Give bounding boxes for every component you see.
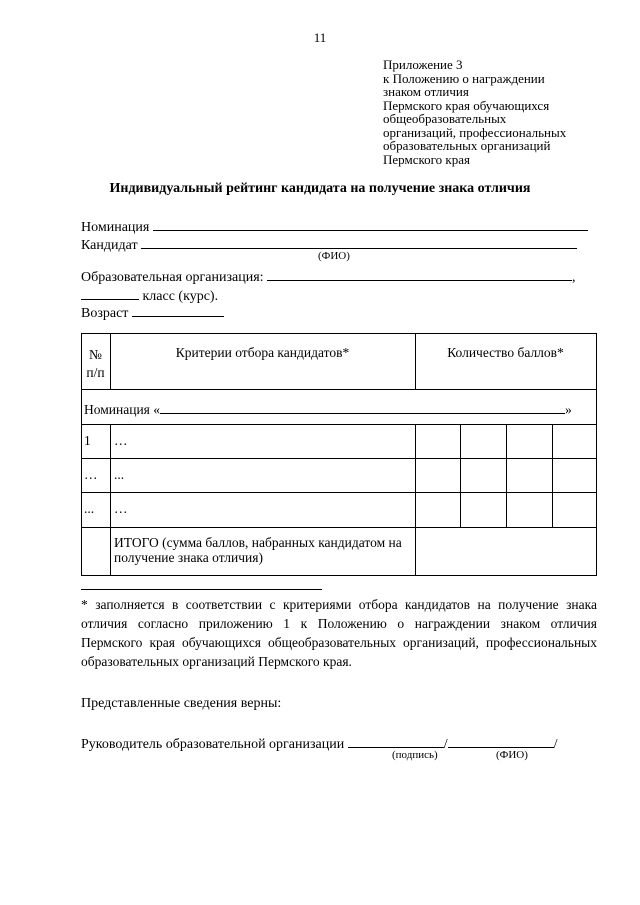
org-label: Образовательная организация:	[81, 270, 264, 285]
appendix-line: Пермского края	[383, 151, 470, 167]
table-rule	[81, 424, 597, 425]
appendix-line: общеобразовательных	[383, 111, 507, 126]
fio-line[interactable]	[448, 733, 554, 748]
table-border-bottom	[81, 575, 597, 576]
candidate-label: Кандидат	[81, 238, 138, 253]
nomination-field	[81, 216, 588, 236]
table-col-rule	[460, 424, 461, 527]
signature-line[interactable]	[348, 733, 444, 748]
footnote: * заполняется в соответствии с критериями отбора кандидатов на получение знака отличия согласно приложению 1 к Положению о награждении знаком отличия Пермского края обучающихся общеобразовательных организаций, профессиональных образовательных организаций Пермского края.	[81, 597, 597, 669]
appendix-line: Пермского края обучающихся	[383, 97, 550, 113]
row-num: ...	[84, 501, 95, 516]
table-rule	[81, 527, 597, 528]
table-col-rule	[110, 424, 111, 575]
age-field	[81, 302, 224, 322]
row-num: …	[84, 467, 98, 482]
col-points-header: Количество баллов*	[447, 345, 564, 360]
class-label: класс (курс).	[142, 289, 219, 304]
table-col-rule	[110, 333, 111, 389]
document-title: Индивидуальный рейтинг кандидата на получение знака отличия	[109, 181, 531, 196]
table-col-rule	[415, 333, 416, 389]
appendix-line: знаком отличия	[383, 84, 469, 99]
nomination-row-suffix: »	[565, 402, 572, 417]
table-rule	[81, 389, 597, 390]
org-suffix: ,	[572, 270, 576, 285]
row-criteria: …	[114, 501, 128, 516]
col-num-header	[81, 347, 110, 380]
class-line[interactable]	[81, 285, 139, 300]
nomination-line[interactable]	[153, 216, 588, 231]
signature-end-separator: /	[553, 737, 558, 752]
col-num-header-line: №	[89, 347, 102, 362]
row-num: 1	[84, 433, 91, 448]
candidate-line[interactable]	[141, 234, 577, 249]
org-line[interactable]	[267, 266, 572, 281]
table-col-rule	[415, 424, 416, 575]
org-field	[81, 266, 576, 286]
confirm-text: Представленные сведения верны:	[81, 696, 282, 711]
nomination-label: Номинация	[81, 220, 150, 235]
signature-fio-hint: (ФИО)	[496, 749, 528, 761]
appendix-line: образовательных организаций	[383, 138, 551, 153]
appendix-line: к Положению о награждении	[383, 70, 545, 86]
table-rule	[81, 458, 597, 459]
nomination-row-line[interactable]	[160, 399, 565, 414]
fio-hint: (ФИО)	[318, 250, 350, 262]
appendix-line: организаций, профессиональных	[383, 124, 567, 140]
col-criteria-header: Критерии отбора кандидатов*	[175, 345, 350, 360]
nomination-row-prefix: Номинация «	[84, 402, 161, 417]
table-border-top	[81, 333, 597, 334]
appendix-block	[383, 58, 633, 166]
rating-table	[81, 333, 597, 576]
sign-hint: (подпись)	[392, 749, 438, 761]
table-col-rule	[552, 424, 553, 527]
nomination-row	[84, 399, 572, 417]
signature-separator: /	[443, 737, 448, 752]
age-line[interactable]	[132, 302, 224, 317]
age-label: Возраст	[81, 306, 129, 321]
col-num-header-line: п/п	[86, 365, 105, 380]
signature-field	[81, 733, 558, 753]
total-label: ИТОГО (сумма баллов, набранных кандидатом на получение знака отличия)	[114, 535, 402, 565]
footnote-rule	[81, 589, 322, 590]
row-criteria: ...	[114, 467, 125, 482]
page-number: 11	[313, 30, 327, 45]
appendix-line: Приложение 3	[383, 57, 463, 72]
head-label: Руководитель образовательной организации	[81, 737, 345, 752]
table-rule	[81, 492, 597, 493]
row-criteria: …	[114, 433, 128, 448]
table-col-rule	[506, 424, 507, 527]
table-border-right	[596, 333, 597, 576]
